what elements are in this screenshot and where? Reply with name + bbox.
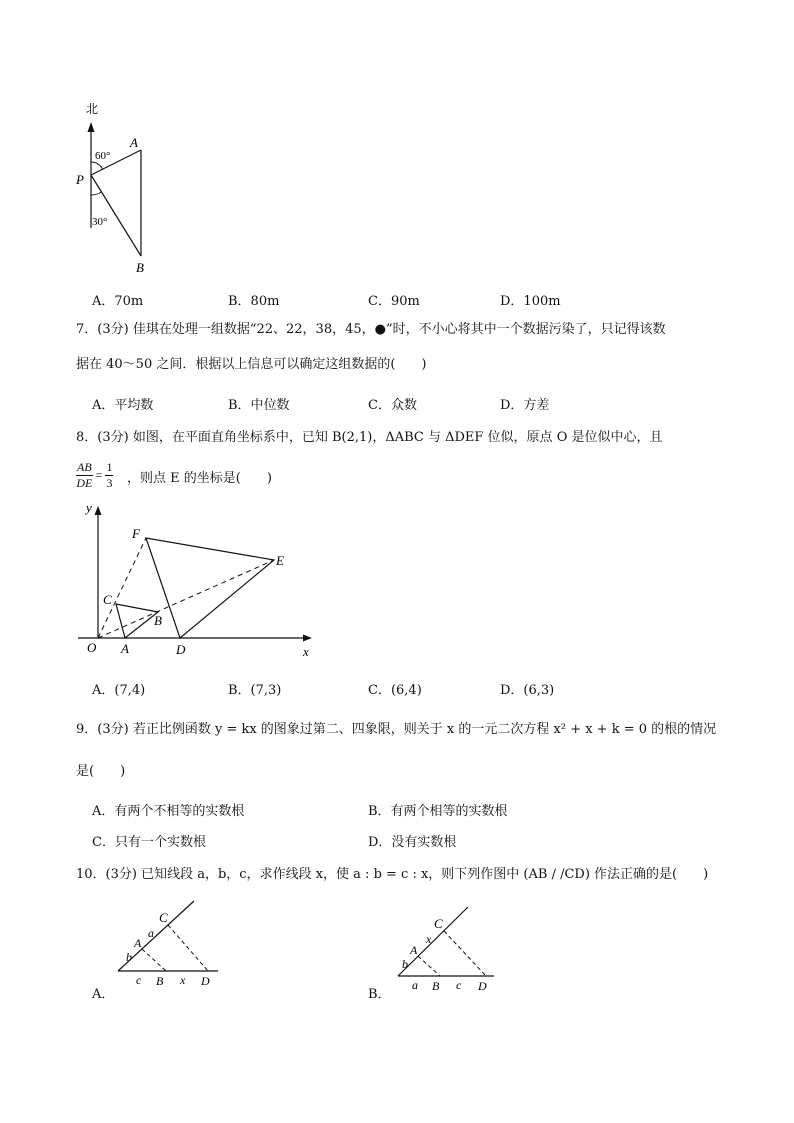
q9-option-a[interactable]: A．有两个不相等的实数根: [92, 804, 245, 819]
axis-label-y: y: [86, 500, 92, 515]
fig6-angle-60: 60°: [95, 150, 111, 162]
q8-stem-line1: 8．(3分) 如图，在平面直角坐标系中，已知 B(2,1)，ΔABC 与 ΔDEF 位似，原点 O 是位似中心，且: [76, 430, 663, 445]
fraction-numerator-1: 1: [106, 460, 113, 474]
q10-option-b-label[interactable]: B．: [368, 987, 391, 1002]
q7-stem-line1: 7．(3分) 佳琪在处理一组数据“22、22，38，45，●”时，不小心将其中一个数据污染了，只记得该数: [76, 322, 666, 337]
x-arrowhead: [303, 635, 312, 642]
q10-figure-b[interactable]: [388, 898, 508, 998]
figB-segment-CD: [444, 931, 486, 976]
q7-option-a[interactable]: A．平均数: [92, 398, 154, 413]
q6-option-c[interactable]: C．90m: [368, 294, 420, 309]
fraction-denominator-3: 3: [106, 476, 113, 490]
north-arrowhead: [88, 122, 95, 132]
triangle-ABC: [116, 604, 158, 638]
ray-OF: [98, 538, 146, 638]
q7-stem-line2: 据在 40～50 之间．根据以上信息可以确定这组数据的( ): [76, 357, 427, 372]
axis-label-x: x: [303, 644, 309, 659]
figA-point-B: B: [156, 974, 164, 988]
q9-option-b[interactable]: B．有两个相等的实数根: [368, 804, 508, 819]
figA-seg-b: b: [126, 950, 132, 964]
fraction-denominator-DE: DE: [76, 476, 93, 490]
fig6-north-label: 北: [86, 102, 99, 116]
figB-point-C: C: [434, 916, 443, 931]
figB-point-A: A: [410, 943, 418, 957]
figB-seg-x: x: [426, 932, 432, 946]
q6-option-a[interactable]: A．70m: [92, 294, 144, 309]
q8-option-c[interactable]: C．(6,4): [368, 683, 422, 698]
q7-option-c[interactable]: C．众数: [368, 398, 417, 413]
figB-segment-AB: [418, 956, 440, 976]
q9-stem-line1: 9．(3分) 若正比例函数 y = kx 的图象过第二、四象限，则关于 x 的一元二次方程 x² + x + k = 0 的根的情况: [76, 722, 717, 737]
point-E: E: [276, 553, 284, 568]
fraction-numerator-AB: AB: [77, 460, 92, 474]
figA-seg-x: x: [180, 973, 186, 987]
q6-option-b[interactable]: B．80m: [228, 294, 280, 309]
figB-point-B: B: [432, 979, 440, 993]
point-D: D: [176, 642, 186, 657]
q8-ratio-fraction: $\frac{AB}{DE}$ = $\frac{1}{3}$: [76, 460, 113, 490]
q7-option-d[interactable]: D．方差: [500, 398, 550, 413]
ray-OE: [98, 560, 274, 638]
fig6-point-P: P: [76, 172, 84, 187]
figB-seg-b: b: [402, 957, 408, 971]
figA-point-C: C: [159, 910, 168, 925]
figA-seg-c: c: [136, 973, 142, 987]
fig6-angle-30: 30°: [92, 216, 108, 228]
figA-segment-CD: [168, 925, 208, 971]
figB-seg-a: a: [412, 978, 418, 992]
fig6-point-A: A: [130, 135, 138, 150]
q8-stem-line2: ，则点 E 的坐标是( ): [127, 471, 272, 486]
q6-option-d[interactable]: D．100m: [500, 294, 561, 309]
angle-arc-60: [91, 162, 103, 169]
triangle-DEF: [146, 538, 274, 638]
q10-stem-line1: 10．(3分) 已知线段 a，b，c，求作线段 x，使 a : b = c : x，则下列作图中 (AB / /CD) 作法正确的是( ): [76, 867, 709, 882]
q7-option-b[interactable]: B．中位数: [228, 398, 290, 413]
figB-seg-c: c: [456, 978, 462, 992]
q9-option-d[interactable]: D．没有实数根: [368, 835, 457, 850]
angle-arc-30: [91, 192, 102, 195]
q8-figure: [78, 498, 328, 663]
point-C: C: [103, 592, 112, 607]
y-arrowhead: [95, 506, 102, 515]
point-B: B: [154, 613, 162, 628]
figB-point-D: D: [478, 979, 487, 993]
figB-slant-ray: [398, 907, 468, 976]
figA-seg-a: a: [148, 926, 154, 940]
q9-stem-line2: 是( ): [76, 764, 126, 779]
point-O: O: [87, 640, 97, 655]
q6-figure: [70, 95, 180, 280]
q10-figure-a[interactable]: [110, 895, 230, 995]
q9-option-c[interactable]: C．只有一个实数根: [92, 835, 206, 850]
figA-segment-AB: [142, 949, 166, 971]
figA-point-D: D: [201, 974, 210, 988]
q8-option-d[interactable]: D．(6,3): [500, 683, 555, 698]
fig6-point-B: B: [136, 260, 144, 275]
point-A: A: [121, 641, 129, 656]
q8-option-a[interactable]: A．(7,4): [92, 683, 146, 698]
figA-point-A: A: [134, 936, 142, 950]
q10-option-a-label[interactable]: A．: [92, 987, 115, 1002]
q8-option-b[interactable]: B．(7,3): [228, 683, 282, 698]
point-F: F: [132, 526, 140, 541]
